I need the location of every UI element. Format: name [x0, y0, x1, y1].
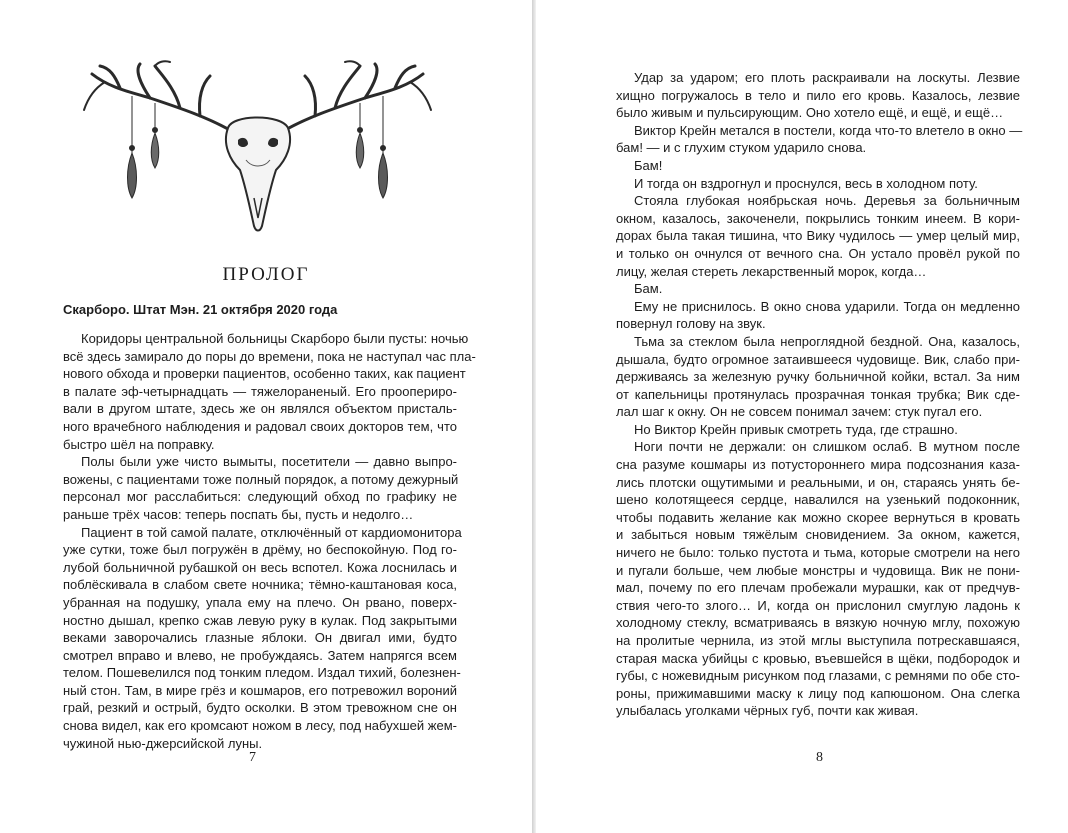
text-line: ностно дышал, крепко сжав левую руку в кулак. Под закрытыми [63, 612, 457, 628]
text-line: было живым и пульсирующим. Оно хотело ещё, и ещё, и ещё… [616, 105, 1004, 121]
text-line: хищно погружалось в тело и пило его кровь. Казалось, лезвие [616, 87, 1020, 103]
text-line: старая маска убийцы с кровью, въевшейся в щёки, подбородок и [616, 650, 1020, 666]
text-line: Ему не приснилось. В окно снова ударили. Тогда он медленно [634, 298, 1020, 314]
text-line: Полы были уже чисто вымыты, посетители — давно выпро- [81, 454, 457, 470]
text-line: и только он очнулся от вечного сна. Он устало провёл рукой по [616, 245, 1020, 261]
text-line: окном, казалось, закоченели, покрылись тонким инеем. В кори- [616, 210, 1020, 226]
text-line: вали в другом штате, здесь же он являлся объектом присталь- [63, 401, 457, 417]
left-page [0, 0, 532, 833]
text-line: убранная на подушку, упала ему на плечо. Он рвано, поверх- [63, 594, 457, 610]
text-line: бам! — и с глухим стуком ударило снова. [616, 140, 867, 156]
paragraph [63, 524, 462, 753]
paragraph [63, 453, 457, 523]
right-body-text [616, 69, 1023, 720]
text-line: Бам! [634, 157, 663, 173]
text-line: всё здесь замирало до поры до времени, пока не наступал час пла- [63, 348, 476, 364]
text-line: и пугали больше, чем любые монстры и чудовища. Вик не пони- [616, 562, 1020, 578]
text-line: дорах была такая тишина, что Вику чудилось — умер целый мир, [616, 228, 1020, 244]
text-line: ничего не было: только пустота и тьма, которые смотрели на него [616, 545, 1020, 561]
text-line: мал, почему по его плечам пробежали мурашки, как от предчув- [616, 580, 1020, 596]
text-line: лал шаг к окну. Он не совсем понимал зачем: стук пугал его. [616, 404, 983, 420]
text-line: ного врачебного наблюдения и радовал своих докторов тем, что [63, 418, 457, 434]
paragraph [616, 280, 1020, 298]
paragraph [616, 438, 1020, 720]
text-line: Виктор Крейн метался в постели, когда что-то влетело в окно — [634, 122, 1023, 138]
page-number-right: 8 [816, 750, 823, 765]
left-body-text [63, 330, 476, 752]
text-line: и забыться новым тяжёлым сновидением. За окном, кажется, [616, 527, 1020, 543]
text-line: лубой больничной рубашкой он весь вспотел. Кожа лоснилась и [63, 559, 457, 575]
page-number-left: 7 [249, 750, 256, 765]
paragraph [616, 192, 1020, 280]
text-line: Коридоры центральной больницы Скарборо были пусты: ночью [81, 331, 469, 346]
text-line: персонал мог расслабиться: следующий обход по графику не [63, 489, 457, 505]
paragraph [616, 157, 1020, 175]
text-line: губы, с ножевидным рисунком под глазами, с ремнями по обе сто- [616, 668, 1020, 684]
text-line: быстро шёл на поправку. [63, 436, 215, 452]
text-line: поблёскивала в слабом свете ночника; тёмно-каштановая коса, [63, 577, 457, 593]
text-line: Но Виктор Крейн привык смотреть туда, где страшно. [634, 421, 958, 437]
text-line: уже сутки, тоже был погружён в дрёму, но беспокойную. Под го- [63, 542, 457, 558]
text-line: Стояла глубокая ноябрьская ночь. Деревья за больничным [634, 193, 1020, 209]
paragraph [616, 175, 1020, 193]
text-line: от капельницы протянулась прозрачная тонкая трубка; Вик сде- [616, 386, 1020, 402]
text-line: раньше трёх часов: теперь поспать бы, пусть и недолго… [63, 506, 414, 522]
deer-skull-illustration [60, 48, 455, 248]
text-line: шено колотящееся сердце, навалился на узенький подоконник, [616, 492, 1020, 508]
paragraph [616, 333, 1020, 421]
text-line: на пролитые чернила, из этой мглы выступила потрескавшаяся, [616, 633, 1020, 648]
right-page [536, 0, 1068, 833]
text-line: Бам. [634, 281, 663, 297]
paragraph [616, 69, 1020, 122]
chapter-subtitle: Скарборо. Штат Мэн. 21 октября 2020 года [63, 302, 338, 317]
paragraph [616, 122, 1023, 157]
text-line: И тогда он вздрогнул и проснулся, весь в холодном поту. [634, 175, 978, 191]
text-line: улыбалась уголками чёрных губ, почти как живая. [616, 703, 919, 719]
text-line: держиваясь за железную ручку больничной койки, встал. За ним [616, 369, 1020, 385]
text-line: снова видел, как его кромсают ножом в лесу, под набухшей жем- [63, 718, 457, 734]
paragraph [63, 330, 476, 453]
text-line: в палате эф-четырнадцать — тяжелораненый. Его прооперирo- [63, 383, 457, 399]
text-line: ствия чего-то злого… И, когда он прислонил смуглую ладонь к [616, 597, 1020, 613]
text-line: холодному стеклу, всматриваясь в вязкую ночную мглу, похожую [616, 615, 1020, 631]
text-line: Пациент в той самой палате, отключённый от кардиомонитора [81, 524, 462, 540]
text-line: телом. Пошевелился под тонким пледом. Издал тихий, болезнен- [63, 665, 461, 681]
text-line: смотрел вправо и влево, не пробуждаясь. Затем напрягся всем [63, 647, 457, 663]
text-line: вожены, с пациентами тоже полный порядок, а потому дежурный [63, 471, 459, 487]
text-line: чужиной нью-джерсийской луны. [63, 735, 263, 751]
paragraph [616, 298, 1020, 333]
text-line: лись плотски ощутимыми и реальными, и он, стараясь унять бе- [616, 474, 1020, 490]
text-line: Удар за ударом; его плоть раскраивали на лоскуты. Лезвие [634, 70, 1020, 85]
text-line: дышала, будто огромное затаившееся чудовище. Вик, слабо при- [616, 351, 1020, 367]
text-line: Тьма за стеклом была непроглядной бездной. Она, казалось, [634, 333, 1020, 349]
text-line: грай, резкий и острый, будто осколки. В этом тревожном сне он [63, 700, 457, 716]
text-line: роны, прижимавшими маску к лицу под капюшоном. Она слегка [616, 685, 1020, 701]
text-line: ный стон. Там, в мире грёз и кошмаров, его потревожил вороний [63, 682, 457, 698]
text-line: повернул голову на звук. [616, 316, 766, 332]
paragraph [616, 421, 1020, 439]
text-line: нового обхода и проверки пациентов, особенно таких, как пациент [63, 366, 466, 382]
text-line: веками заворочались глазные яблоки. Он двигал ими, будто [63, 630, 457, 646]
chapter-title: ПРОЛОГ [222, 264, 310, 285]
text-line: чтобы подавить желание как можно скорее вернуться в кровать [616, 509, 1020, 525]
text-line: лицу, желая стереть лекарственный морок, когда… [616, 263, 927, 279]
text-line: Ноги почти не держали: он слишком ослаб. В мутном после [634, 439, 1020, 455]
text-line: сна разуме кошмары из потустороннего мира подсознания каза- [616, 457, 1020, 473]
